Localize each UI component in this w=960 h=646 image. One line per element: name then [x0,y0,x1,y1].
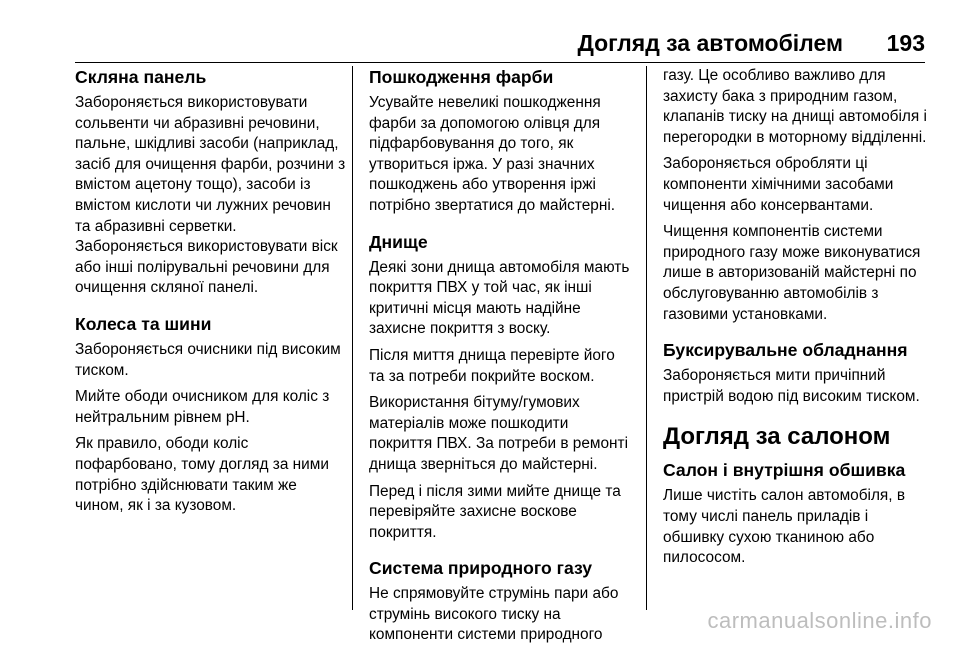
column-divider [646,66,647,610]
paragraph: Забороняється очисники під високим тиском. [75,340,341,379]
paragraph: Забороняється використовувати сольвенти чи абразивні речовини, пальне, шкідливі засоби (наприклад, засіб для очищення фарби, розчини з вмістом ацетону тощо), засоби із вмістом кислоти чи лужних речовин та абразивні серветки. Забороняється використовувати віск або інші полірувальні речовини для очищення скляної панелі. [75,94,346,297]
paragraph: Усувайте невеликі пошкодження фарби за допомогою олівця для підфарбовування до того, як утвориться іржа. У разі значних пошкоджень або утворення іржі потрібно звертатися до майстерні. [369,94,616,214]
column-3 [663,66,929,612]
section-title: Догляд за автомобілем [577,30,843,56]
paragraph: Лише чистіть салон автомобіля, в тому числі панель приладів і обшивку сухою тканиною або пилососом. [663,487,905,567]
page-number: 193 [886,30,925,56]
heading-wheels-tyres: Колеса та шини [75,313,212,334]
paragraph: Мийте ободи очисником для коліс з нейтральним рівнем pH. [75,388,330,426]
paragraph: Не спрямовуйте струмінь пари або струмінь високого тиску на компоненти системи природного [369,585,619,644]
page-header [75,26,925,63]
heading-towing-equipment: Буксирувальне обладнання [663,340,908,361]
column-2 [369,66,633,644]
heading-natural-gas-system: Система природного газу [369,558,593,579]
paragraph: Чищення компонентів системи природного газу може виконуватися лише в авторизованій майстерні по обслуговуванню автомобілів з газовими установками. [663,223,921,323]
paragraph: Забороняється мити причіпний пристрій водою під високим тиском. [663,367,920,405]
heading-underbody: Днище [369,231,428,252]
column-1 [75,66,347,612]
heading-interior-trim: Салон і внутрішня обшивка [663,460,906,481]
heading-glass-panel: Скляна панель [75,67,207,87]
paragraph: Забороняється обробляти ці компоненти хімічними засобами чищення або консервантами. [663,155,894,214]
paragraph: Деякі зони днища автомобіля мають покриття ПВХ у той час, як інші критичні місця мають надійне захисне покриття з воску. [369,258,630,338]
paragraph: Перед і після зими мийте днище та перевіряйте захисне воскове покриття. [369,482,621,541]
paragraph: Використання бітуму/гумових матеріалів може пошкодити покриття ПВХ. За потреби в ремонті днища зверніться до майстерні. [369,394,629,473]
heading-interior-care: Догляд за салоном [663,423,891,451]
paragraph: Після миття днища перевірте його та за потреби покрийте воском. [369,346,615,385]
watermark: carmanualsonline.info [707,608,932,633]
paragraph: Як правило, ободи коліс пофарбовано, тому догляд за ними потрібно здійснювати таким же чином, як і за кузовом. [75,435,329,515]
heading-paint-damage: Пошкодження фарби [369,67,554,87]
paragraph: газу. Це особливо важливо для захисту бака з природним газом, клапанів тиску на днищі автомобіля і перегородки в моторному відділенні. [663,67,927,146]
column-divider [352,66,353,610]
